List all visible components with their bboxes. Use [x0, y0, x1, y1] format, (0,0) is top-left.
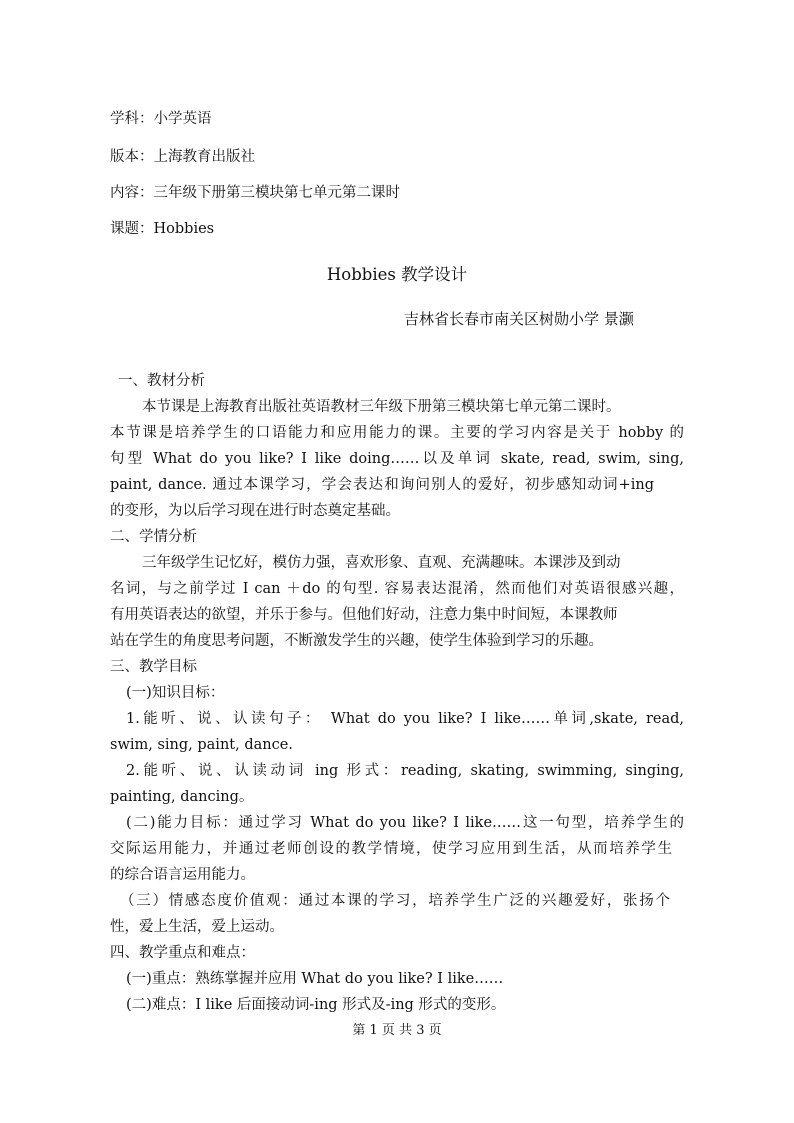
subject-line: 学科：小学英语 — [110, 111, 212, 127]
list-item: painting, dancing。 — [110, 789, 254, 805]
paragraph-line: 交际运用能力，并通过老师创设的教学情境，使学习应用到生活，从而培养学生 — [110, 841, 672, 857]
list-item: 2.能听、说、认读动词 ing 形式：reading, skating, swimming, singing, — [126, 763, 684, 779]
content-line: 内容：三年级下册第三模块第七单元第二课时 — [110, 185, 400, 201]
paragraph-line: 本节课是培养学生的口语能力和应用能力的课。主要的学习内容是关于 hobby 的 — [110, 425, 684, 441]
page-footer: 第 1 页 共 3 页 — [352, 1023, 442, 1038]
paragraph-line: 站在学生的角度思考问题，不断激发学生的兴趣，使学生体验到学习的乐趣。 — [110, 633, 603, 649]
author-line: 吉林省长春市南关区树勋小学 景灏 — [404, 310, 634, 328]
list-item: 1.能听、说、认读句子： What do you like? I like……单词,skate, read, — [126, 711, 684, 727]
paragraph-line: (二)能力目标：通过学习 What do you like? I like……这一句型，培养学生的 — [126, 815, 684, 831]
paragraph-line: 有用英语表达的欲望，并乐于参与。但他们好动，注意力集中时间短，本课教师 — [110, 607, 618, 623]
list-item: swim, sing, paint, dance. — [110, 737, 293, 753]
paragraph-line: 句型 What do you like? I like doing……以及单词 skate, read, swim, sing, — [110, 451, 684, 467]
section-heading-textbook-analysis: 一、教材分析 — [118, 373, 205, 389]
section-heading-teaching-objectives: 三、教学目标 — [110, 659, 197, 675]
section-heading-learner-analysis: 二、学情分析 — [110, 529, 197, 545]
paragraph-line: 的综合语言运用能力。 — [110, 867, 255, 883]
difficult-point-line: (二)难点：I like 后面接动词-ing 形式及-ing 形式的变形。 — [126, 997, 506, 1013]
key-point-line: (一)重点：熟练掌握并应用 What do you like? I like…… — [126, 971, 504, 987]
paragraph-line: 的变形，为以后学习现在进行时态奠定基础。 — [110, 503, 400, 519]
paragraph-line: 本节课是上海教育出版社英语教材三年级下册第三模块第七单元第二课时。 — [142, 399, 621, 415]
topic-line: 课题：Hobbies — [110, 221, 215, 237]
document-title: Hobbies 教学设计 — [326, 265, 468, 284]
paragraph-line: 三年级学生记忆好，模仿力强，喜欢形象、直观、充满趣味。本课涉及到动 — [142, 555, 621, 571]
paragraph-line: paint, dance. 通过本课学习，学会表达和询问别人的爱好，初步感知动词+ing — [110, 477, 654, 493]
edition-line: 版本：上海教育出版社 — [110, 149, 255, 165]
paragraph-line: 名词，与之前学过 I can ＋do 的句型. 容易表达混淆，然而他们对英语很感兴趣， — [110, 581, 684, 597]
subheading-knowledge-objectives: (一)知识目标： — [126, 685, 225, 701]
paragraph-line: （三）情感态度价值观：通过本课的学习，培养学生广泛的兴趣爱好，张扬个 — [120, 893, 670, 909]
section-heading-key-points: 四、教学重点和难点： — [110, 945, 255, 961]
paragraph-line: 性，爱上生活，爱上运动。 — [110, 919, 284, 935]
